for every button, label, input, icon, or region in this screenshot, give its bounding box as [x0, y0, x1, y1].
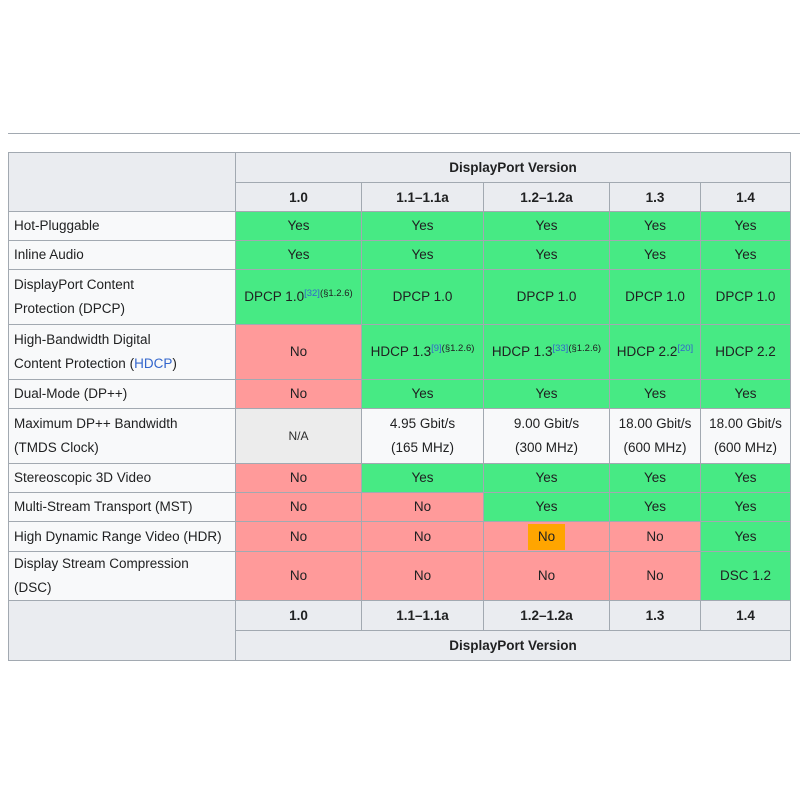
row-label: Multi-Stream Transport (MST): [9, 493, 236, 522]
cell-yes: DPCP 1.0: [610, 270, 701, 325]
row-label: Hot-Pluggable: [9, 212, 236, 241]
cell-no: No: [236, 464, 362, 493]
cell-text: 18.00 Gbit/s: [618, 416, 692, 431]
citation-link[interactable]: [32]: [304, 288, 320, 299]
cell-yes: Yes: [701, 522, 791, 552]
version-header: 1.4: [701, 601, 791, 631]
table-row: [9, 212, 791, 241]
highlighted-value: No: [528, 524, 565, 550]
cell-yes: DSC 1.2: [701, 552, 791, 601]
cell-yes: Yes: [701, 493, 791, 522]
table-row: [9, 464, 791, 493]
cell-yes: Yes: [610, 241, 701, 270]
cell-text: 9.00 Gbit/s: [513, 416, 580, 431]
cell-yes: Yes: [484, 380, 610, 409]
cell-value: [484, 409, 610, 464]
cell-text: (600 MHz): [713, 440, 777, 455]
citation-link[interactable]: [20]: [677, 343, 694, 354]
cell-no: No: [362, 493, 484, 522]
row-label: Display Stream Compression (DSC): [9, 552, 236, 601]
row-label: Dual-Mode (DP++): [9, 380, 236, 409]
cell-yes: DPCP 1.0: [484, 270, 610, 325]
cell-value: [610, 409, 701, 464]
table-row: [9, 552, 791, 601]
cell-yes: Yes: [610, 493, 701, 522]
footer-row-versions: [9, 601, 791, 631]
cell-no-highlighted: [484, 522, 610, 552]
row-label: [9, 409, 236, 464]
header-row-group: [9, 153, 791, 183]
cell-no: No: [236, 522, 362, 552]
cell-yes: Yes: [701, 380, 791, 409]
table-row: [9, 522, 791, 552]
cell-no: No: [236, 380, 362, 409]
section-note: (§1.2.6): [441, 343, 475, 354]
row-label: [9, 270, 236, 325]
version-header: 1.1–1.1a: [362, 601, 484, 631]
version-header: 1.3: [610, 183, 701, 212]
version-header: 1.2–1.2a: [484, 183, 610, 212]
cell-no: No: [236, 493, 362, 522]
cell-yes: Yes: [610, 212, 701, 241]
cell-text: 18.00 Gbit/s: [709, 416, 782, 431]
citation-link[interactable]: [9]: [431, 343, 442, 354]
cell-yes: Yes: [484, 464, 610, 493]
cell-yes: Yes: [362, 380, 484, 409]
cell-value: [701, 409, 791, 464]
cell-yes: [610, 325, 701, 380]
cell-yes: Yes: [362, 464, 484, 493]
cell-no: No: [236, 325, 362, 380]
row-label: Stereoscopic 3D Video: [9, 464, 236, 493]
cell-no: No: [610, 552, 701, 601]
table-row: [9, 270, 791, 325]
row-label: High Dynamic Range Video (HDR): [9, 522, 236, 552]
cell-na: N/A: [236, 409, 362, 464]
version-header: 1.1–1.1a: [362, 183, 484, 212]
section-note: (§1.2.6): [319, 288, 353, 299]
hdcp-link[interactable]: HDCP: [134, 356, 173, 371]
cell-yes: Yes: [484, 493, 610, 522]
cell-yes: HDCP 2.2: [701, 325, 791, 380]
cell-yes: DPCP 1.0: [701, 270, 791, 325]
row-label-line: ): [172, 356, 177, 371]
cell-yes: Yes: [610, 380, 701, 409]
row-label-line: Maximum DP++ Bandwidth: [14, 416, 178, 431]
section-divider: [8, 133, 800, 134]
cell-yes: Yes: [484, 241, 610, 270]
cell-text: HDCP 1.3: [491, 344, 553, 359]
cell-yes: DPCP 1.0: [362, 270, 484, 325]
version-header: 1.3: [610, 601, 701, 631]
version-header: 1.0: [236, 601, 362, 631]
cell-yes: Yes: [701, 464, 791, 493]
cell-yes: Yes: [236, 241, 362, 270]
cell-text: DPCP 1.0: [244, 289, 305, 304]
table-row: [9, 325, 791, 380]
table-row: [9, 241, 791, 270]
cell-yes: [362, 325, 484, 380]
row-label-line: (TMDS Clock): [14, 440, 99, 455]
corner-cell: [9, 601, 236, 661]
row-label-line: Protection (DPCP): [14, 301, 126, 316]
section-note: (§1.2.6): [568, 343, 602, 354]
cell-no: No: [362, 522, 484, 552]
cell-yes: Yes: [701, 212, 791, 241]
cell-text: HDCP 2.2: [616, 344, 678, 359]
row-label: Inline Audio: [9, 241, 236, 270]
corner-cell: [9, 153, 236, 212]
group-header-top: DisplayPort Version: [236, 153, 791, 183]
cell-no: No: [484, 552, 610, 601]
cell-yes: Yes: [362, 241, 484, 270]
row-label-line: DisplayPort Content: [14, 277, 135, 292]
cell-no: No: [610, 522, 701, 552]
row-label-line: High-Bandwidth Digital: [14, 332, 151, 347]
cell-no: No: [362, 552, 484, 601]
cell-text: (600 MHz): [623, 440, 687, 455]
row-label-line: Content Protection (: [14, 356, 135, 371]
group-header-bottom: DisplayPort Version: [236, 631, 791, 661]
cell-value: [362, 409, 484, 464]
cell-text: (165 MHz): [390, 440, 454, 455]
version-header: 1.2–1.2a: [484, 601, 610, 631]
cell-yes: Yes: [610, 464, 701, 493]
cell-text: HDCP 1.3: [370, 344, 432, 359]
cell-no: No: [236, 552, 362, 601]
citation-link[interactable]: [33]: [552, 343, 569, 354]
cell-yes: Yes: [701, 241, 791, 270]
cell-yes: [236, 270, 362, 325]
cell-yes: Yes: [362, 212, 484, 241]
displayport-comparison-table: [8, 152, 791, 661]
cell-text: 4.95 Gbit/s: [389, 416, 456, 431]
version-header: 1.4: [701, 183, 791, 212]
cell-text: (300 MHz): [514, 440, 578, 455]
cell-yes: Yes: [236, 212, 362, 241]
cell-yes: [484, 325, 610, 380]
table-row: [9, 493, 791, 522]
table-row: [9, 380, 791, 409]
table-row: [9, 409, 791, 464]
version-header: 1.0: [236, 183, 362, 212]
row-label: [9, 325, 236, 380]
cell-yes: Yes: [484, 212, 610, 241]
